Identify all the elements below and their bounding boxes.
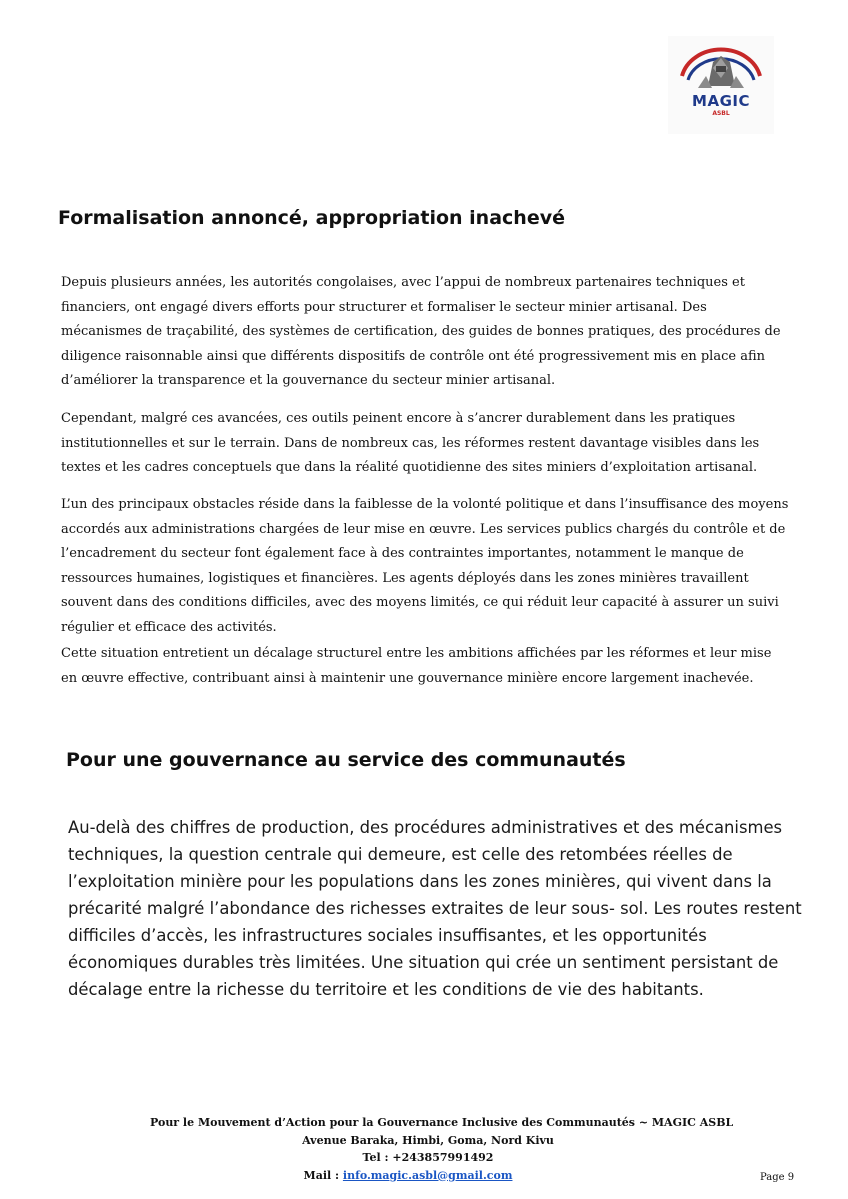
page-number: Page 9 [760, 1172, 795, 1183]
section1-paragraph-4: Cette situation entretient un décalage structurel entre les ambitions affichées par les réformes et leur mise en œuvre effective, contribuant ainsi à maintenir une gouvernance minière encore largement inachevée. [61, 646, 772, 686]
footer-mail-link[interactable]: info.magic.asbl@gmail.com [342, 1168, 513, 1182]
section1-paragraph-1: Depuis plusieurs années, les autorités congolaises, avec l’appui de nombreux partenaires techniques et financiers, ont engagé divers efforts pour structurer et formaliser le secteur minier artisanal. Des mécanismes de traçabilité, des systèmes de certification, des guides de bonnes pratiques, des procédures de diligence raisonnable ainsi que différents dispositifs de contrôle ont été progressivement mis en place afin d’améliorer la transparence et la gouvernance du secteur minier artisanal. [61, 275, 781, 389]
footer-mail-label: Mail : [303, 1168, 343, 1182]
footer-mail-line [130, 1167, 686, 1185]
footer-org-line: Pour le Mouvement d’Action pour la Gouvernance Inclusive des Communautés ~ MAGIC ASBL [150, 1116, 734, 1129]
section2-title: Pour une gouvernance au service des communautés [66, 749, 626, 771]
logo-name: MAGIC [692, 92, 750, 110]
section2-paragraph: Au-delà des chiffres de production, des procédures administratives et des mécanismes techniques, la question centrale qui demeure, est celle des retombées réelles de l’exploitation minière pour les populations dans les zones minières, qui vivent dans la précarité malgré l’abondance des richesses extraites de leur sous- sol. Les routes restent difficiles d’accès, les infrastructures sociales insuffisantes, et les opportunités économiques durables très limitées. Une situation qui crée un sentiment persistant de décalage entre la richesse du territoire et les conditions de vie des habitants. [68, 818, 802, 999]
section1-paragraph-3: L’un des principaux obstacles réside dans la faiblesse de la volonté politique et dans l’insuffisance des moyens accordés aux administrations chargées de leur mise en œuvre. Les services publics chargés du contrôle et de l’encadrement du secteur font également face à des contraintes importantes, notamment le manque de ressources humaines, logistiques et financières. Les agents déployés dans les zones minières travaillent souvent dans des conditions difficiles, avec des moyens limités, ce qui réduit leur capacité à assurer un suivi régulier et efficace des activités. [61, 497, 789, 635]
section1-paragraph-2: Cependant, malgré ces avancées, ces outils peinent encore à s’ancrer durablement dans les pratiques institutionnelles et sur le terrain. Dans de nombreux cas, les réformes restent davantage visibles dans les textes et les cadres conceptuels que dans la réalité quotidienne des sites miniers d’exploitation artisanal. [61, 411, 760, 476]
magic-logo [668, 36, 774, 134]
footer-phone-line: Tel : +243857991492 [362, 1151, 494, 1164]
logo-sub: ASBL [712, 110, 730, 117]
footer [150, 1114, 734, 1184]
section1-title: Formalisation annoncé, appropriation inachevé [58, 207, 565, 229]
footer-address-line: Avenue Baraka, Himbi, Goma, Nord Kivu [302, 1133, 554, 1147]
logo-emblem-icon [668, 36, 774, 134]
